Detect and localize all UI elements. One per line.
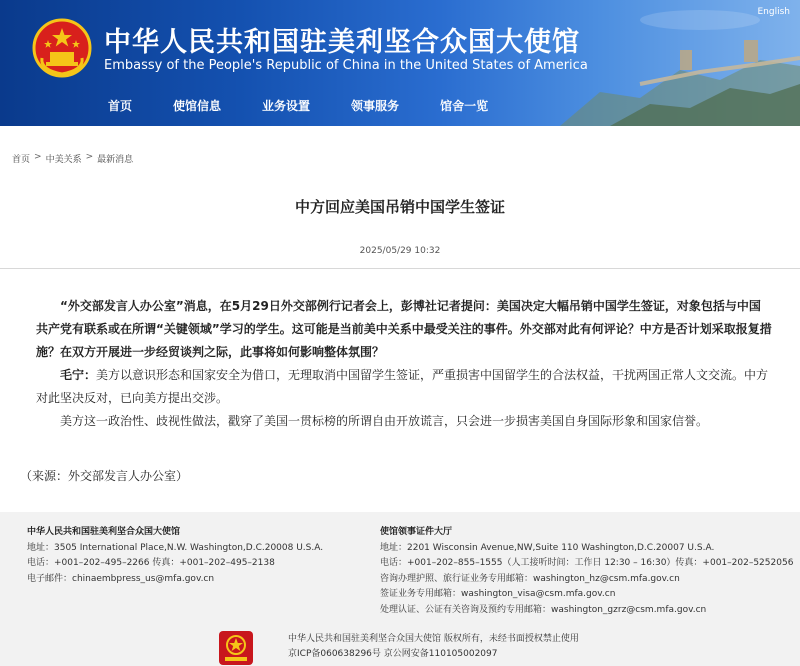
footer-embassy-info [27, 525, 323, 587]
site-title-cn: 中华人民共和国驻美利坚合众国大使馆 [104, 27, 580, 58]
breadcrumb [12, 152, 133, 165]
nav-item-business[interactable]: 业务设置 [262, 99, 311, 113]
breadcrumb-china-us-relations[interactable]: 中美关系 [45, 155, 82, 165]
divider [0, 268, 800, 269]
footer-notary-email[interactable]: 处理认证、公证有关咨询及预约专用邮箱：washington_gzrz@csm.mfa.gov.cn [380, 604, 707, 615]
national-emblem-icon[interactable] [32, 18, 92, 78]
article-answer: 美方以意识形态和国家安全为借口，无理取消中国留学生签证，严重损害中国留学生的合法权益，干扰两国正常人文交流。中方对此坚决反对，已向美方提出交涉。 [36, 368, 769, 405]
footer-embassy-address: 地址：3505 International Place,N.W. Washington,D.C.20008 U.S.A. [27, 542, 324, 553]
site-title-en: Embassy of the People's Republic of China in the United States of America [104, 58, 588, 73]
english-language-link[interactable]: English [757, 7, 790, 17]
party-government-badge-icon[interactable] [218, 630, 254, 666]
article-date: 2025/05/29 10:32 [359, 246, 441, 256]
footer-copyright-text: 中华人民共和国驻美利坚合众国大使馆 版权所有，未经书面授权禁止使用 [288, 634, 579, 644]
footer-consular-info [380, 525, 793, 618]
footer-embassy-email[interactable]: 电子邮件：chinaembpress_us@mfa.gov.cn [27, 573, 215, 584]
breadcrumb-latest-news[interactable]: 最新消息 [97, 155, 134, 165]
article-body [36, 295, 772, 433]
article-question: “外交部发言人办公室”消息，在5月29日外交部例行记者会上，彭博社记者提问：美国决定大幅吊销中国学生签证，对象包括与中国共产党有联系或在所谓“关键领域”学习的学生。这可能是当前美中关系中最受关注的事件。外交部对此有何评论？中方是否计划采取报复措施？在双方开展进一步经贸谈判之际，此事将如何影响整体氛围？ [36, 299, 772, 359]
footer-visa-email[interactable]: 签证业务专用邮箱：washington_visa@csm.mfa.gov.cn [380, 589, 616, 599]
speaker-name: 毛宁： [60, 368, 97, 382]
site-footer [0, 512, 800, 666]
article-source: （来源：外交部发言人办公室） [20, 469, 189, 483]
footer-passport-email[interactable]: 咨询办理护照、旅行证业务专用邮箱：washington_hz@csm.mfa.gov.cn [380, 573, 680, 584]
breadcrumb-separator: > [85, 152, 94, 162]
nav-item-consular-services[interactable]: 领事服务 [351, 99, 400, 113]
nav-item-home[interactable]: 首页 [108, 99, 133, 113]
footer-embassy-phone: 电话：+001–202–495–2266 传真：+001–202–495–2138 [27, 558, 275, 568]
article-paragraph: 美方这一政治性、歧视性做法，戳穿了美国一贯标榜的所谓自由开放谎言，只会进一步损害美国自身国际形象和国家信誉。 [60, 414, 709, 428]
footer-copyright [288, 632, 579, 662]
article-title: 中方回应美国吊销中国学生签证 [294, 198, 505, 216]
breadcrumb-separator: > [34, 152, 42, 162]
breadcrumb-home[interactable]: 首页 [12, 155, 31, 165]
footer-consular-address: 地址：2201 Wisconsin Avenue,NW,Suite 110 Washington,D.C.20007 U.S.A. [380, 542, 715, 553]
footer-consular-heading: 使馆领事证件大厅 [380, 527, 453, 537]
nav-item-premises[interactable]: 馆舍一览 [440, 99, 489, 113]
footer-icp-text[interactable]: 京ICP备060638296号 京公网安备110105002097 [288, 649, 498, 659]
footer-consular-phone: 电话：+001–202–855–1555（人工接听时间：工作日 12:30 – 16:30）传真：+001–202–5252056 [380, 558, 794, 568]
nav-item-embassy-info[interactable]: 使馆信息 [173, 99, 222, 113]
footer-embassy-heading: 中华人民共和国驻美利坚合众国大使馆 [27, 527, 181, 537]
article-answer-paragraph [36, 364, 772, 410]
site-header [0, 0, 800, 126]
main-nav [108, 97, 529, 114]
